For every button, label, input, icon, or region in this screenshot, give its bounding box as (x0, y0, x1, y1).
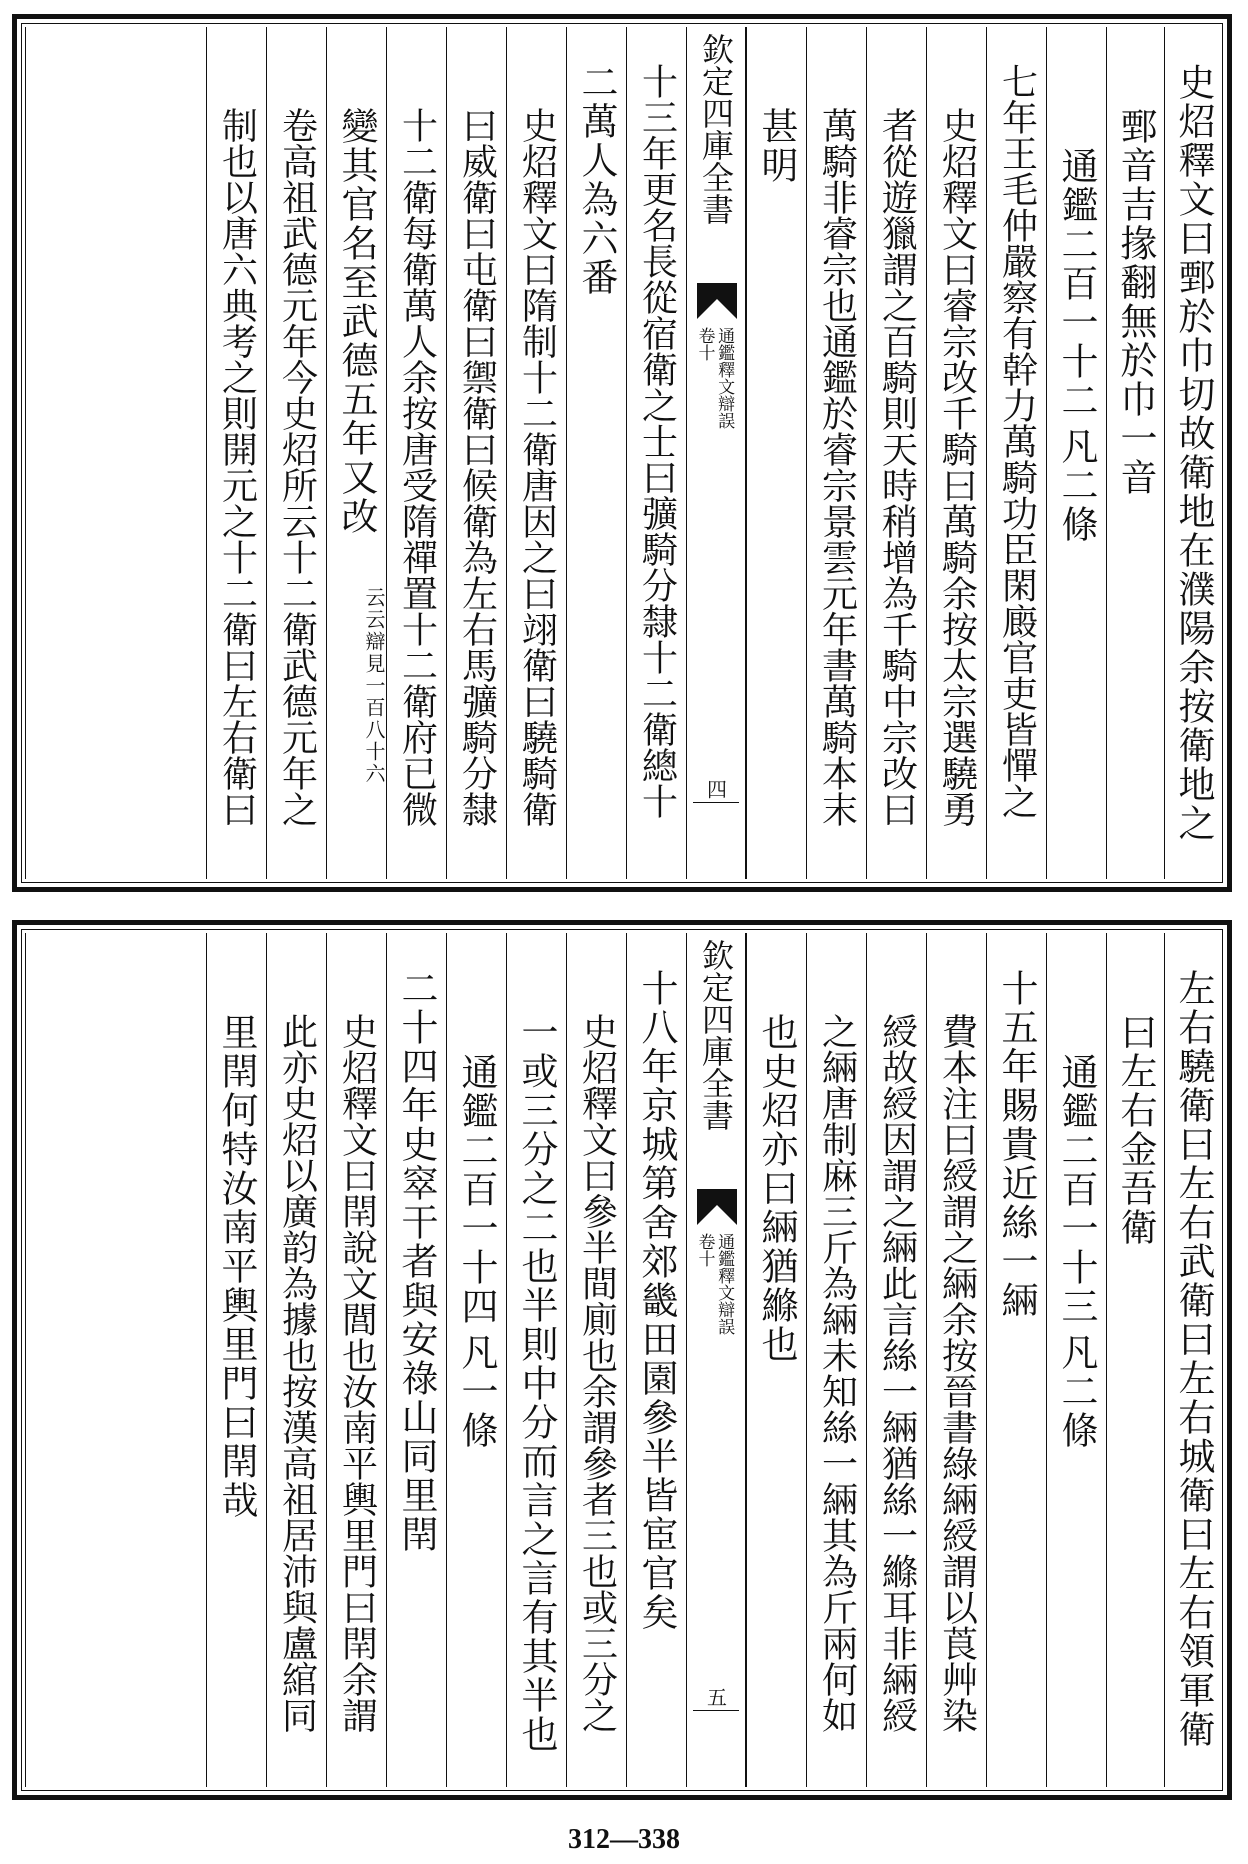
bottom-col-8 (746, 933, 806, 1787)
bottom-col-6 (866, 933, 926, 1787)
text-column: 七年王毛仲嚴察有幹力萬騎功臣閑廄官吏皆憚之 (996, 63, 1038, 819)
bottom-page (12, 920, 1232, 1800)
bottom-col-1 (1164, 933, 1222, 1787)
text-column: 甚明 (755, 107, 798, 185)
text-column: 里閈何特汝南平輿里門曰閈哉 (215, 1013, 258, 1520)
text-column: 史炤釋文曰鄄於巾切故衛地在濮陽余按衛地之 (1172, 63, 1215, 843)
text-column: 萬騎非睿宗也通鑑於睿宗景雲元年書萬騎本末 (816, 107, 858, 827)
section-note: 凡二條 (1055, 427, 1098, 544)
text-column: 史炤釋文曰睿宗改千騎曰萬騎余按太宗選驍勇 (936, 107, 978, 827)
text-column: 者從遊獵謂之百騎則天時稍增為千騎中宗改曰 (876, 107, 918, 827)
top-col-9 (626, 27, 686, 879)
volume-number: 卷十 (694, 327, 715, 361)
page-divider (693, 1710, 739, 1711)
page-divider (693, 802, 739, 803)
text-column: 十二衛每衛萬人余按唐受隋禪置十二衛府已微 (396, 107, 438, 827)
top-col-11 (506, 27, 566, 879)
bottom-blank-area (25, 933, 206, 1787)
top-col-14 (326, 27, 386, 879)
bottom-col-14 (326, 933, 386, 1787)
top-col-15 (266, 27, 326, 879)
top-col-2 (1106, 27, 1164, 879)
inline-note: 云云辯見一百八十六 (362, 587, 386, 785)
text-column: 鄄音吉掾翻無於巾一音 (1114, 107, 1157, 497)
bottom-col-16 (206, 933, 266, 1787)
fishtail-mark-icon (697, 1189, 737, 1225)
top-col-6 (866, 27, 926, 879)
bottom-col-15 (266, 933, 326, 1787)
book-name: 通鑑釋文辯誤 (714, 327, 735, 429)
bottom-col-5 (926, 933, 986, 1787)
text-column: 也史炤亦曰緉猶縧也 (755, 1013, 798, 1364)
top-col-13 (386, 27, 446, 879)
bottom-center-fold (686, 933, 746, 1787)
top-col-3 (1046, 27, 1106, 879)
section-note: 凡二條 (1055, 1333, 1098, 1450)
text-column: 十八年京城第舍郊畿田園參半皆宦官矣 (635, 969, 678, 1632)
top-col-8 (746, 27, 806, 879)
top-col-10 (566, 27, 626, 879)
text-column: 卷高祖武德元年今史炤所云十二衛武德元年之 (276, 107, 318, 827)
text-column: 十三年更名長從宿衛之士曰彍騎分隸十二衛總十 (636, 63, 678, 819)
bottom-col-3 (1046, 933, 1106, 1787)
book-name: 通鑑釋文辯誤 (714, 1233, 735, 1335)
text-column: 一或三分之二也半則中分而言之言有其半也 (515, 1013, 558, 1754)
top-col-5 (926, 27, 986, 879)
page-number: 四 (703, 779, 728, 799)
bottom-col-4 (986, 933, 1046, 1787)
top-col-1 (1164, 27, 1222, 879)
text-column: 曰威衛曰屯衛曰禦衛曰候衛為左右馬彍騎分隸 (456, 107, 498, 827)
top-col-7 (806, 27, 866, 879)
top-blank-area (25, 27, 206, 879)
text-column: 綬故綬因謂之緉此言絲一緉猶絲一縧耳非緉綬 (876, 1013, 918, 1733)
top-col-4 (986, 27, 1046, 879)
volume-number: 卷十 (694, 1233, 715, 1267)
text-column: 二十四年史窣干者與安祿山同里閈 (395, 969, 438, 1554)
section-heading: 通鑑二百一十二 (1055, 147, 1098, 420)
page-footer-number: 312—338 (568, 1824, 680, 1855)
text-column: 此亦史炤以廣韵為據也按漢高祖居沛與盧綰同 (276, 1013, 318, 1733)
text-column: 十五年賜貴近絲一緉 (995, 969, 1038, 1320)
bottom-col-9 (626, 933, 686, 1787)
text-column: 變其官名至武德五年又改 (335, 107, 378, 536)
text-column: 二萬人為六番 (575, 63, 618, 297)
text-column: 之緉唐制麻三斤為緉未知絲一緉其為斤兩何如 (816, 1013, 858, 1733)
section-heading: 通鑑二百一十四 (455, 1053, 498, 1326)
bottom-col-7 (806, 933, 866, 1787)
top-center-fold (686, 27, 746, 879)
text-column: 左右驍衛曰左右武衛曰左右城衛曰左右領軍衛 (1172, 969, 1215, 1749)
text-column: 費本注曰綬謂之緉余按晉書綠緉綬謂以莨艸染 (936, 1013, 978, 1733)
bottom-col-2 (1106, 933, 1164, 1787)
page-number: 五 (703, 1687, 728, 1707)
bottom-col-10 (566, 933, 626, 1787)
volume-label (694, 1233, 733, 1335)
top-page (12, 14, 1232, 892)
text-column: 制也以唐六典考之則開元之十二衛曰左右衛曰 (216, 107, 258, 827)
text-column: 史炤釋文曰參半間廁也余謂參者三也或三分之 (576, 1013, 618, 1733)
top-col-12 (446, 27, 506, 879)
section-heading: 通鑑二百一十三 (1055, 1053, 1098, 1326)
book-title: 欽定四庫全書 (697, 939, 735, 1131)
fishtail-mark-icon (697, 283, 737, 319)
volume-label (694, 327, 733, 429)
bottom-col-11 (506, 933, 566, 1787)
top-col-16 (206, 27, 266, 879)
section-note: 凡一條 (455, 1333, 498, 1450)
bottom-col-12 (446, 933, 506, 1787)
text-column: 曰左右金吾衛 (1114, 1013, 1157, 1247)
text-column: 史炤釋文曰隋制十二衛唐因之曰翊衛曰驍騎衛 (516, 107, 558, 827)
text-column: 史炤釋文曰閈說文閭也汝南平輿里門曰閈余謂 (336, 1013, 378, 1733)
book-title: 欽定四庫全書 (697, 33, 735, 225)
bottom-col-13 (386, 933, 446, 1787)
